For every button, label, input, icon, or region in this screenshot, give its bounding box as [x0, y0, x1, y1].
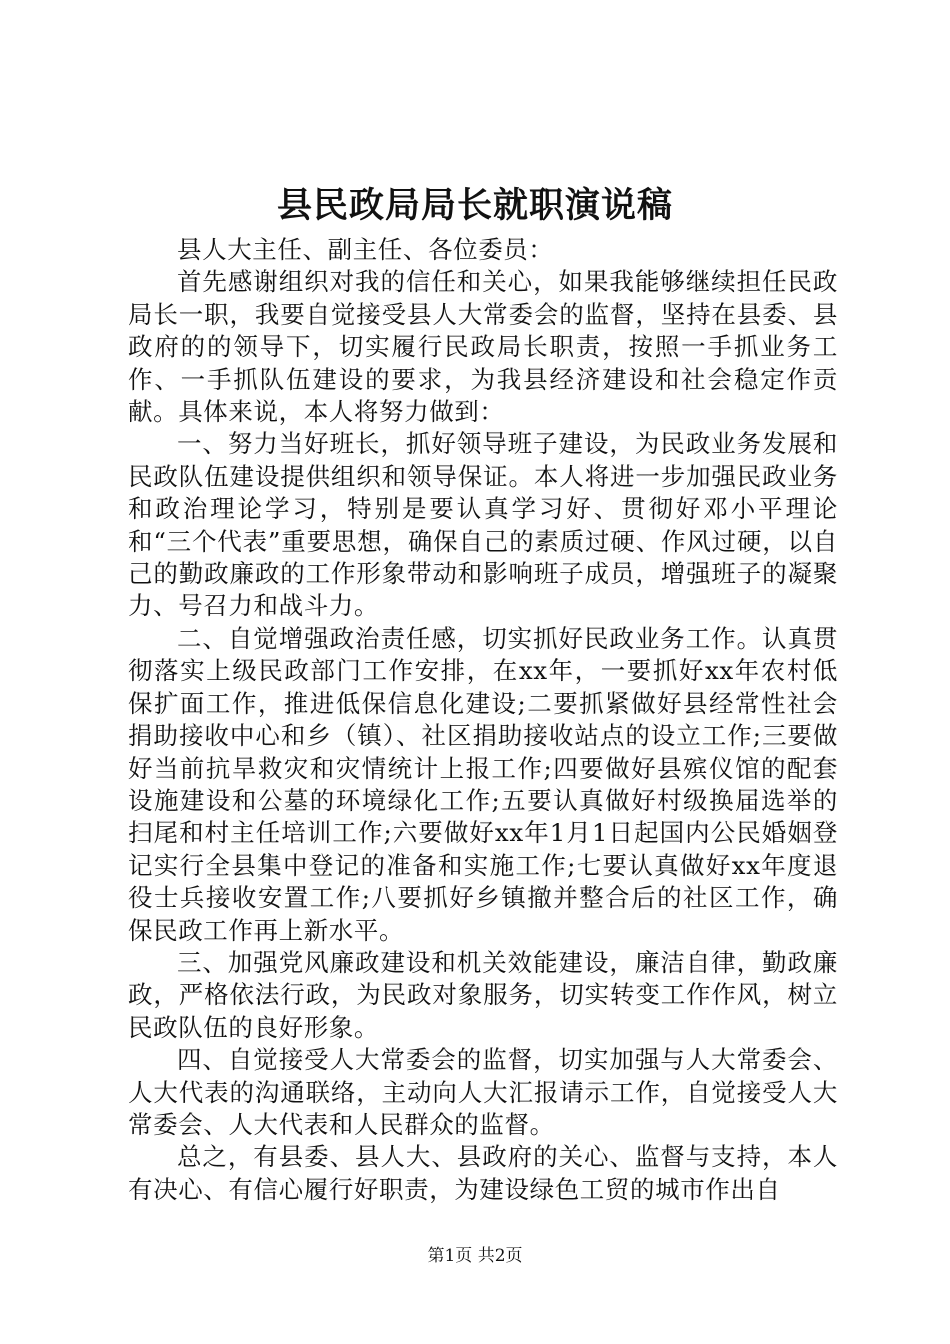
paragraph-item-2: 二、自觉增强政治责任感，切实抓好民政业务工作。认真贯彻落实上级民政部门工作安排，在xx年，一要抓好xx年农村低保扩面工作，推进低保信息化建设;二要抓紧做好县经常性社会捐助接收中心和乡（镇）、社区捐助接收站点的设立工作;三要做好当前抗旱救灾和灾情统计上报工作;四要做好县殡仪馆的配套设施建设和公墓的环境绿化工作;五要认真做好村级换届选举的扫尾和村主任培训工作;六要做好xx年1月1日起国内公民婚姻登记实行全县集中登记的准备和实施工作;七要认真做好xx年度退役士兵接收安置工作;八要抓好乡镇撤并整合后的社区工作，确保民政工作再上新水平。	[128, 623, 838, 945]
paragraph-item-4: 四、自觉接受人大常委会的监督，切实加强与人大常委会、人大代表的沟通联络，主动向人大汇报请示工作，自觉接受人大常委会、人大代表和人民群众的监督。	[128, 1045, 838, 1139]
document-title: 县民政局局长就职演说稿	[276, 185, 673, 226]
paragraph-item-3: 三、加强党风廉政建设和机关效能建设，廉洁自律，勤政廉政，严格依法行政，为民政对象服务，切实转变工作作风，树立民政队伍的良好形象。	[128, 947, 838, 1042]
document-body	[128, 234, 838, 1206]
paragraph-intro: 首先感谢组织对我的信任和关心，如果我能够继续担任民政局长一职，我要自觉接受县人大常委会的监督，坚持在县委、县政府的的领导下，切实履行民政局长职责，按照一手抓业务工作、一手抓队伍建设的要求，为我县经济建设和社会稳定作贡献。具体来说，本人将努力做到：	[128, 267, 838, 427]
page-number-footer: 第1页 共2页	[427, 1246, 523, 1266]
paragraph-conclusion: 总之，有县委、县人大、县政府的关心、监督与支持，本人有决心、有信心履行好职责，为建设绿色工贸的城市作出自	[128, 1142, 838, 1204]
paragraph-item-1: 一、努力当好班长，抓好领导班子建设，为民政业务发展和民政队伍建设提供组织和领导保证。本人将进一步加强民政业务和政治理论学习，特别是要认真学习好、贯彻好邓小平理论和“三个代表”重要思想，确保自己的素质过硬、作风过硬，以自己的勤政廉政的工作形象带动和影响班子成员，增强班子的凝聚力、号召力和战斗力。	[128, 429, 838, 621]
salutation: 县人大主任、副主任、各位委员：	[177, 235, 554, 264]
